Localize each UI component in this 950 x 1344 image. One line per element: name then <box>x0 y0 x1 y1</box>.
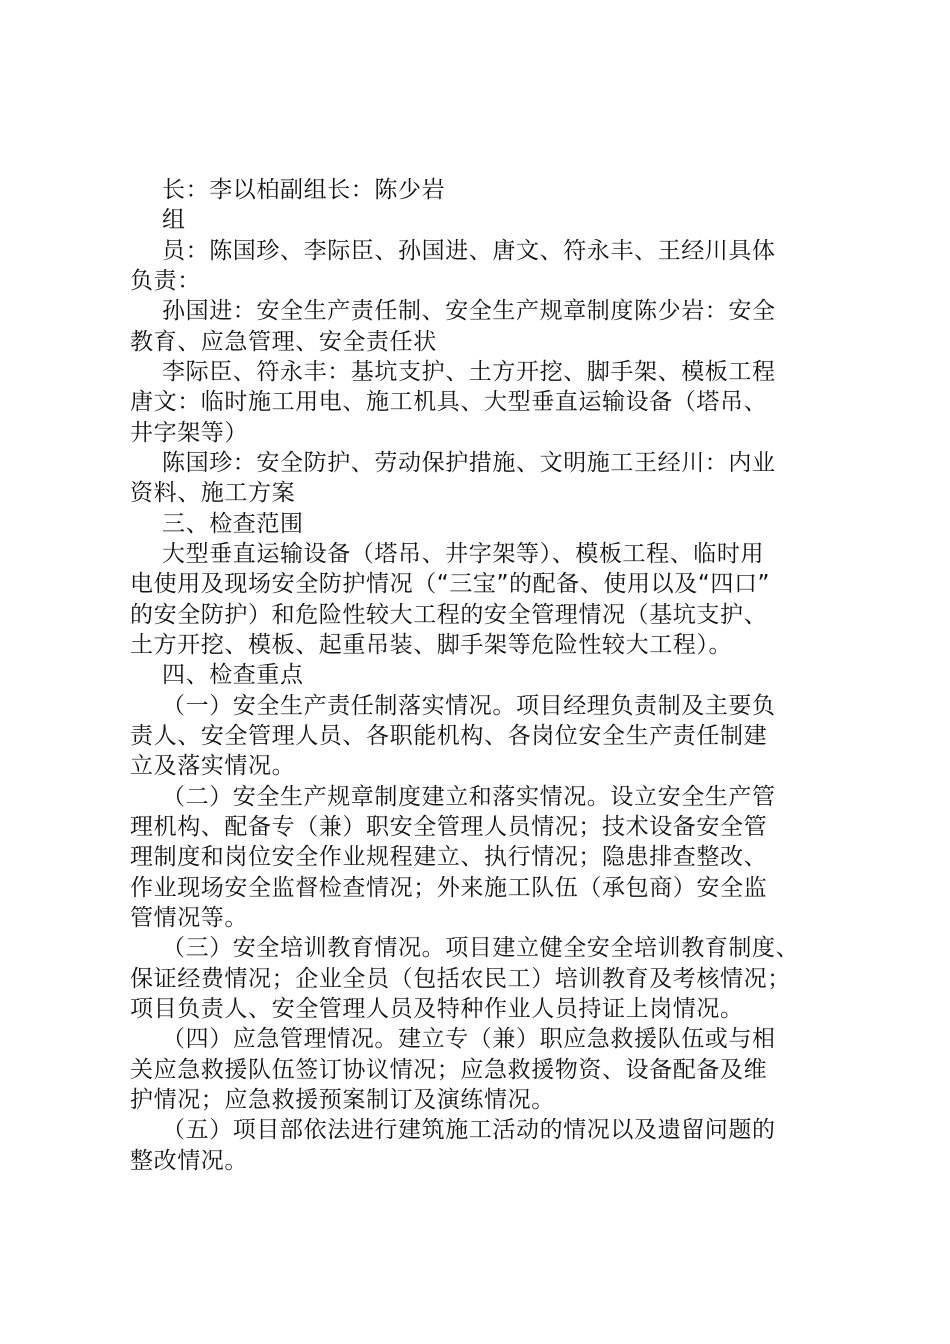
text-line: 护情况；应急救援预案制订及演练情况。 <box>130 1087 555 1113</box>
text-line: （三）安全培训教育情况。项目建立健全安全培训教育制度、 <box>162 935 800 961</box>
text-line: 项目负责人、安全管理人员及特种作业人员持证上岗情况。 <box>130 996 744 1022</box>
text-line: 土方开挖、模板、起重吊装、脚手架等危险性较大工程）。 <box>130 632 733 658</box>
text-line: 作业现场安全监督检查情况；外来施工队伍（承包商）安全监 <box>130 875 768 901</box>
text-line: 员：陈国珍、李际臣、孙国进、唐文、符永丰、王经川具体 <box>162 238 776 264</box>
text-line: 组 <box>162 207 186 233</box>
text-line: 孙国进：安全生产责任制、安全生产规章制度陈少岩：安全 <box>162 298 776 324</box>
text-line: 理制度和岗位安全作业规程建立、执行情况；隐患排查整改、 <box>130 844 768 870</box>
text-line: 教育、应急管理、安全责任状 <box>130 329 437 355</box>
text-line: 大型垂直运输设备（塔吊、井字架等）、模板工程、临时用 <box>162 541 765 567</box>
section-heading: 四、检查重点 <box>162 662 304 688</box>
text-line: 唐文：临时施工用电、施工机具、大型垂直运输设备（塔吊、 <box>130 389 768 415</box>
section-heading: 三、检查范围 <box>162 511 304 537</box>
text-line: （五）项目部依法进行建筑施工活动的情况以及遗留问题的 <box>162 1117 776 1143</box>
text-line: 资料、施工方案 <box>130 480 296 506</box>
text-line: （一）安全生产责任制落实情况。项目经理负责制及主要负 <box>162 693 776 719</box>
text-line: 陈国珍：安全防护、劳动保护措施、文明施工王经川：内业 <box>162 450 776 476</box>
text-line: （二）安全生产规章制度建立和落实情况。设立安全生产管 <box>162 784 776 810</box>
text-line: 立及落实情况。 <box>130 753 296 779</box>
text-line: 关应急救援队伍签订协议情况；应急救援物资、设备配备及维 <box>130 1057 768 1083</box>
text-line: 管情况等。 <box>130 905 248 931</box>
text-line: 长：李以柏副组长：陈少岩 <box>162 177 446 203</box>
text-line: 整改情况。 <box>130 1148 248 1174</box>
text-line: 井字架等） <box>130 420 248 446</box>
text-line: 理机构、配备专（兼）职安全管理人员情况；技术设备安全管 <box>130 814 768 840</box>
text-line: （四）应急管理情况。建立专（兼）职应急救援队伍或与相 <box>162 1026 776 1052</box>
text-line: 负责： <box>130 268 201 294</box>
text-line: 李际臣、符永丰：基坑支护、土方开挖、脚手架、模板工程 <box>162 359 776 385</box>
text-line: 责人、安全管理人员、各职能机构、各岗位安全生产责任制建 <box>130 723 768 749</box>
text-line: 保证经费情况；企业全员（包括农民工）培训教育及考核情况； <box>130 966 791 992</box>
text-line: 的安全防护）和危险性较大工程的安全管理情况（基坑支护、 <box>130 602 768 628</box>
text-line: 电使用及现场安全防护情况（“三宝”的配备、使用以及“四口” <box>130 571 771 597</box>
